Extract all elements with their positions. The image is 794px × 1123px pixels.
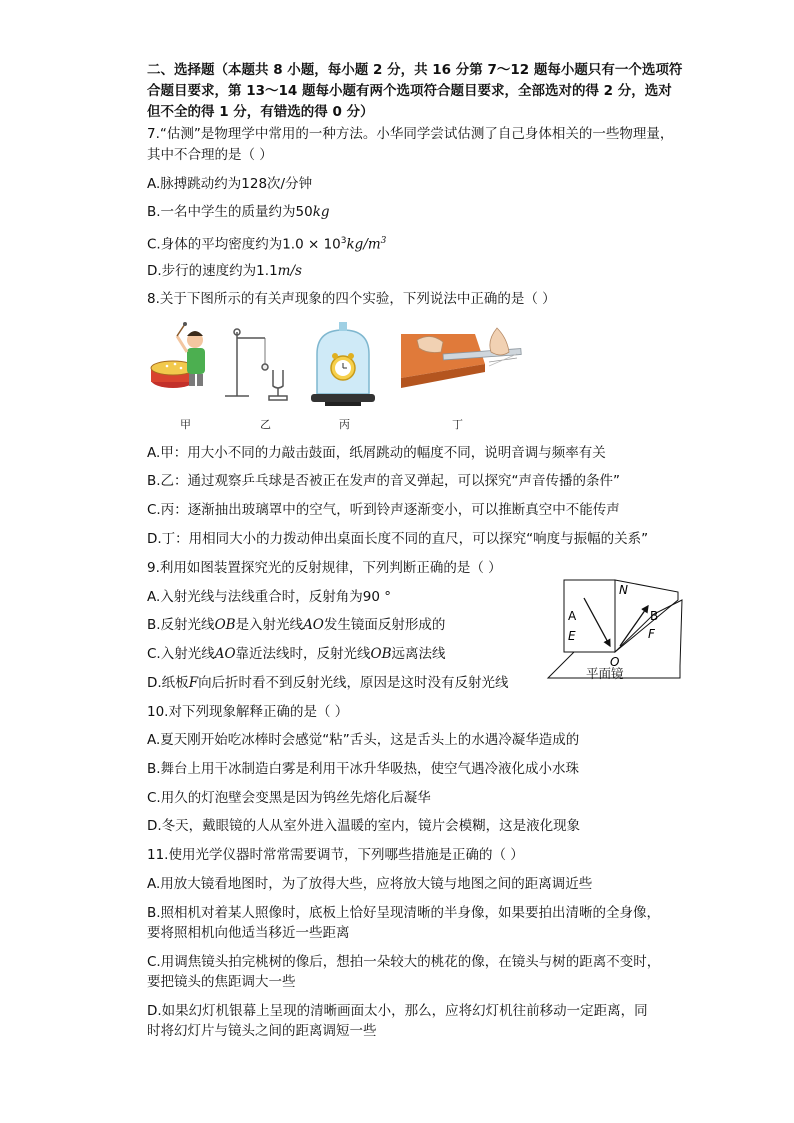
- ruler-experiment-image: [401, 328, 521, 388]
- q8-option-a: A.甲：用大小不同的力敲击鼓面，纸屑跳动的幅度不同，说明音调与频率有关: [147, 445, 606, 461]
- drum-experiment-image: [151, 322, 205, 388]
- section-heading-line-2: 合题目要求，第 13～14 题每小题有两个选项符合题目要求，全部选对的得 2 分，选对: [147, 83, 672, 99]
- q10-option-d: D.冬天，戴眼镜的人从室外进入温暖的室内，镜片会模糊，这是液化现象: [147, 818, 581, 834]
- q10-option-c: C.用久的灯泡壁会变黑是因为钨丝先熔化后凝华: [147, 790, 431, 806]
- q10-option-a: A.夏天刚开始吃冰棒时会感觉“粘”舌头，这是舌头上的水遇冷凝华造成的: [147, 732, 580, 748]
- section-heading-line-1: 二、选择题（本题共 8 小题，每小题 2 分，共 16 分第 7～12 题每小题只有一个选项符: [147, 62, 683, 78]
- q9-option-b: [147, 615, 445, 635]
- q8-stem: 8.关于下图所示的有关声现象的四个实验，下列说法中正确的是（ ）: [147, 291, 556, 307]
- q11-option-d-line-2: 时将幻灯片与镜头之间的距离调短一些: [147, 1023, 377, 1039]
- section-heading-line-3: 但不全的得 1 分，有错选的得 0 分）: [147, 104, 374, 120]
- q7-option-c-unit: kg/m: [346, 236, 381, 253]
- q11-option-d-line-1: D.如果幻灯机银幕上呈现的清晰画面太小，那么，应将幻灯机往前移动一定距离，同: [147, 1003, 648, 1019]
- q10-stem: 10.对下列现象解释正确的是（ ）: [147, 704, 349, 720]
- q11-option-b-line-1: B.照相机对着某人照像时，底板上恰好呈现清晰的半身像，如果要拍出清晰的全身像，: [147, 905, 661, 921]
- q11-option-b-line-2: 要将照相机向他适当移近一些距离: [147, 925, 350, 941]
- q7-option-a: A.脉搏跳动约为128次/分钟: [147, 176, 313, 192]
- q7-option-c-exponent: 3: [340, 236, 347, 246]
- q7-option-c: [147, 231, 386, 255]
- q9-option-b-ao: AO: [303, 617, 324, 633]
- q9-option-c-ob: OB: [370, 646, 392, 662]
- plane-mirror-caption: 平面镜: [586, 666, 624, 681]
- q10-option-b: B.舞台上用干冰制造白雾是利用干冰升华吸热，使空气遇冷液化成小水珠: [147, 761, 580, 777]
- q7-option-b-text: B.一名中学生的质量约为50: [147, 204, 313, 220]
- label-n: N: [619, 583, 628, 597]
- figure-label-yi: 乙: [260, 418, 271, 431]
- q11-stem: 11.使用光学仪器时常常需要调节，下列哪些措施是正确的（ ）: [147, 847, 524, 863]
- label-e: E: [568, 629, 576, 643]
- figure-label-ding: 丁: [452, 418, 463, 431]
- q7-option-d: [147, 261, 302, 281]
- figure-label-jia: 甲: [180, 418, 191, 431]
- q7-stem-line-1: 7.“估测”是物理学中常用的一种方法。小华同学尝试估测了自己身体相关的一些物理量，: [147, 126, 674, 142]
- q9-option-b-text-1: B.反射光线: [147, 617, 215, 633]
- q7-option-b-unit: kg: [312, 204, 330, 220]
- figure-label-bing: 丙: [339, 418, 350, 431]
- q11-option-c-line-1: C.用调焦镜头拍完桃树的像后，想拍一朵较大的桃花的像，在镜头与树的距离不变时，: [147, 954, 661, 970]
- label-f: F: [648, 627, 655, 641]
- q9-option-c: [147, 644, 446, 664]
- q7-option-d-text: D.步行的速度约为1.1: [147, 263, 278, 279]
- q9-option-c-ao: AO: [214, 646, 236, 662]
- q9-option-d-f: F: [188, 675, 199, 691]
- q9-option-a: A.入射光线与法线重合时，反射角为90 °: [147, 589, 392, 605]
- q8-option-c: C.丙：逐渐抽出玻璃罩中的空气，听到铃声逐渐变小，可以推断真空中不能传声: [147, 502, 620, 518]
- q9-option-b-ob: OB: [214, 617, 236, 633]
- tuning-fork-experiment-image: [225, 329, 287, 400]
- bell-jar-experiment-image: [311, 322, 375, 406]
- q9-option-d-text-1: D.纸板: [147, 675, 189, 691]
- label-b: B: [650, 609, 659, 623]
- q11-option-c-line-2: 要把镜头的焦距调大一些: [147, 974, 296, 990]
- q8-experiment-illustrations: [145, 318, 525, 410]
- q9-option-b-text-3: 发生镜面反射形成的: [323, 617, 446, 633]
- q9-option-c-text-1: C.入射光线: [147, 646, 215, 662]
- label-o: O: [610, 655, 620, 669]
- q9-option-b-text-2: 是入射光线: [235, 617, 304, 633]
- q7-option-b: [147, 202, 330, 222]
- q9-option-c-text-3: 远离法线: [391, 646, 446, 662]
- q9-option-d: [147, 673, 509, 693]
- q9-stem: 9.利用如图装置探究光的反射规律，下列判断正确的是（ ）: [147, 560, 502, 576]
- q7-option-c-text: C.身体的平均密度约为1.0 × 10: [147, 236, 341, 253]
- q8-option-b: B.乙：通过观察乒乓球是否被正在发声的音叉弹起，可以探究“声音传播的条件”: [147, 473, 621, 489]
- q7-option-c-unit-exponent: 3: [380, 236, 387, 246]
- q8-option-d: D.丁：用相同大小的力拨动伸出桌面长度不同的直尺，可以探究“响度与振幅的关系”: [147, 531, 649, 547]
- q11-option-a: A.用放大镜看地图时，为了放得大些，应将放大镜与地图之间的距离调近些: [147, 876, 593, 892]
- label-a: A: [568, 609, 577, 623]
- q7-stem-line-2: 其中不合理的是（ ）: [147, 147, 273, 163]
- q9-option-c-text-2: 靠近法线时，反射光线: [235, 646, 371, 662]
- q7-option-d-unit: m/s: [277, 263, 302, 279]
- q9-option-d-text-2: 向后折时看不到反射光线，原因是这时没有反射光线: [198, 675, 509, 691]
